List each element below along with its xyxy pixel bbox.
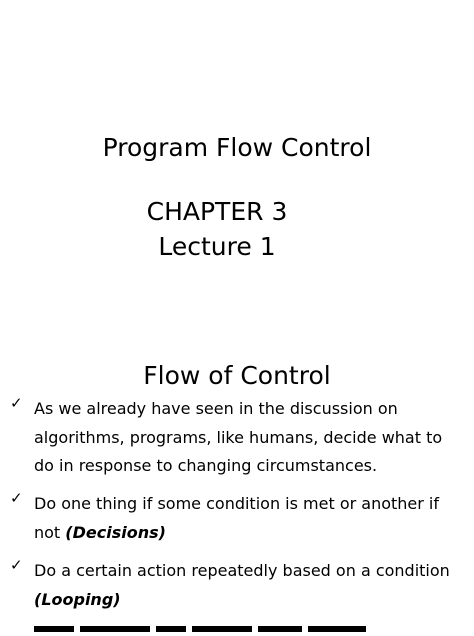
check-mark-icon: ✓ bbox=[10, 394, 23, 412]
bullet-item bbox=[10, 490, 450, 547]
bullet-text-plain: Do a certain action repeatedly based on a condition bbox=[34, 561, 450, 580]
bullet-item bbox=[10, 557, 450, 614]
check-mark-icon: ✓ bbox=[10, 556, 23, 574]
bullet-text-plain: Do one thing if some condition is met or another if not bbox=[34, 494, 440, 542]
slide-title: Program Flow Control bbox=[102, 133, 372, 162]
bullet-text: As we already have seen in the discussion on algorithms, programs, like humans, decide what to do in response to changing circumstances. bbox=[34, 399, 443, 475]
bullet-text bbox=[34, 557, 450, 614]
bullet-item bbox=[10, 395, 450, 481]
section-title: Flow of Control bbox=[143, 361, 331, 390]
chapter-heading: CHAPTER 3 bbox=[146, 197, 288, 226]
bullet-text bbox=[34, 490, 450, 547]
bullet-emphasis: (Looping) bbox=[34, 589, 121, 609]
bullet-emphasis: (Decisions) bbox=[65, 522, 166, 542]
check-mark-icon: ✓ bbox=[10, 489, 23, 507]
clipped-next-line bbox=[34, 622, 434, 636]
lecture-heading: Lecture 1 bbox=[158, 232, 276, 261]
